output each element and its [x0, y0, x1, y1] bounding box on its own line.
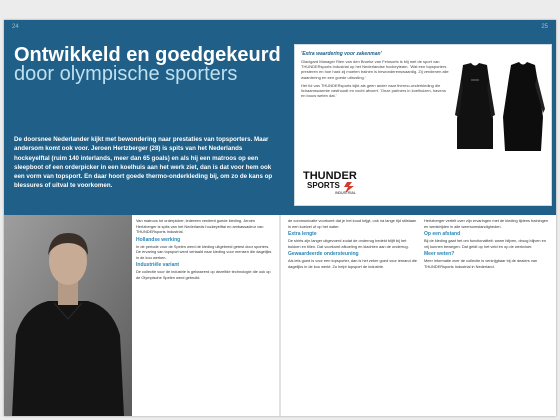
headline-bold: Ontwikkeld en goedgekeurd [14, 44, 281, 66]
svg-text:SPORTS: SPORTS [307, 181, 340, 190]
svg-text:INDUSTRIAL: INDUSTRIAL [335, 191, 356, 195]
article-column [424, 218, 550, 271]
info-box-text [301, 51, 449, 101]
info-box-paragraph: Het lid van THUNDERsports kijkt als geen ander naar thermo-onderkleding die lichaamswarmte vasthoudt en vocht afvoert. 'Onze partners in koelhuizen, havens en bouw weten dat.' [301, 82, 446, 99]
body-text: De collectie voor de industrie is gebaseerd op dezelfde technologie die ook op de Olympische Spelen werd gebruikt. [136, 269, 271, 280]
headline-light: door olympische sporters [14, 63, 238, 85]
body-text: Van matroos tot orderpicker, iedereen verdient goede kleding. Jeroen Hertzberger is spits van het Nederlands hockeyelftal en ambassadeur van THUNDERsports Industrial. [136, 218, 264, 234]
headline [14, 46, 284, 84]
magazine-spread [4, 20, 556, 416]
body-text: Hertzberger vertelt over zijn ervaringen met de kleding tijdens trainingen en wedstrijden in alle weersomstandigheden. [424, 218, 549, 229]
top-banner [4, 20, 556, 215]
body-text: Als iets goed is voor een topsporter, dan is het zeker goed voor iemand die dagelijks in de kou werkt. Zo helpt topsport de industrie. [288, 258, 417, 269]
body-text: De shirts zijn langer uitgevoerd zodat de onderrug bedekt blijft bij het bukken en tillen. Dat voorkomt afkoeling en klachten aan de onderrug. [288, 238, 409, 249]
article-column [288, 218, 418, 271]
shirt-side-image [499, 59, 547, 155]
body-text: Bij de kleding gaat het om functionaliteit: warm blijven, droog blijven en vrij kunnen bewegen. Dat geldt op het veld én op de werkvloer. [424, 238, 546, 249]
athlete-photo [4, 215, 132, 416]
svg-text:THUNDER: THUNDER [303, 170, 357, 182]
info-box [294, 44, 552, 206]
thundersports-logo [301, 165, 363, 197]
article-column [136, 218, 272, 282]
subheading: Op een afstand [424, 231, 461, 237]
lead-paragraph: De doorsnee Nederlander kijkt met bewondering naar prestaties van topsporters. Maar andersom komt ook voor. Jeroen Hertzberger (28) is spits van het Nederlands hockeyelftal (ruim 140 interlands, meer dan 65 goals) en als hij een matroos op een sleepboot of een orderpicker in een koelhuis aan het werk ziet, dan is dat voor hem ook een vorm van topsport. En daar hoort goede thermo-onderkleding bij, om zo de kans op blessures of uitval te voorkomen. [14, 136, 273, 190]
info-box-paragraph: Glacigard Manager Rien van den Broeke van Feinsorts is blij met de sport van THUNDERsports Industrial op het Nederlandse hockeyteam. 'Wat een topsporters presteren en hoe hard zij moeten trainen is bewonderenswaardig. Zij verdienen alle waardering en een goede uitrusting.' [301, 59, 449, 80]
body-text: In de periode voor de Spelen werd de kleding uitgebreid getest door sporters. De ervaring van topsport werd vertaald naar kleding voor mensen die dagelijks in de kou werken. [136, 243, 272, 260]
subheading: Hollandse werking [136, 236, 181, 243]
subheading: Industriële variant [136, 262, 180, 268]
info-box-title: 'Extra waardering voor zakenman' [301, 51, 382, 57]
subheading: Extra lengte [288, 231, 317, 237]
page-number-left: 24 [12, 24, 19, 30]
page-number-right: 25 [541, 24, 548, 30]
shirt-front-image [453, 59, 497, 155]
subheading: Meer weten? [424, 251, 455, 257]
body-text: de communicatie voorkomt dat je het koud krijgt, ook na lange tijd stilstaan in een koelcel of op het water. [288, 218, 417, 229]
subheading: Gewaardeerde ondersteuning [288, 251, 359, 257]
body-text: Meer informatie over de collectie is verkrijgbaar bij de dealers van THUNDERsports Industrial in Nederland. [424, 258, 538, 269]
